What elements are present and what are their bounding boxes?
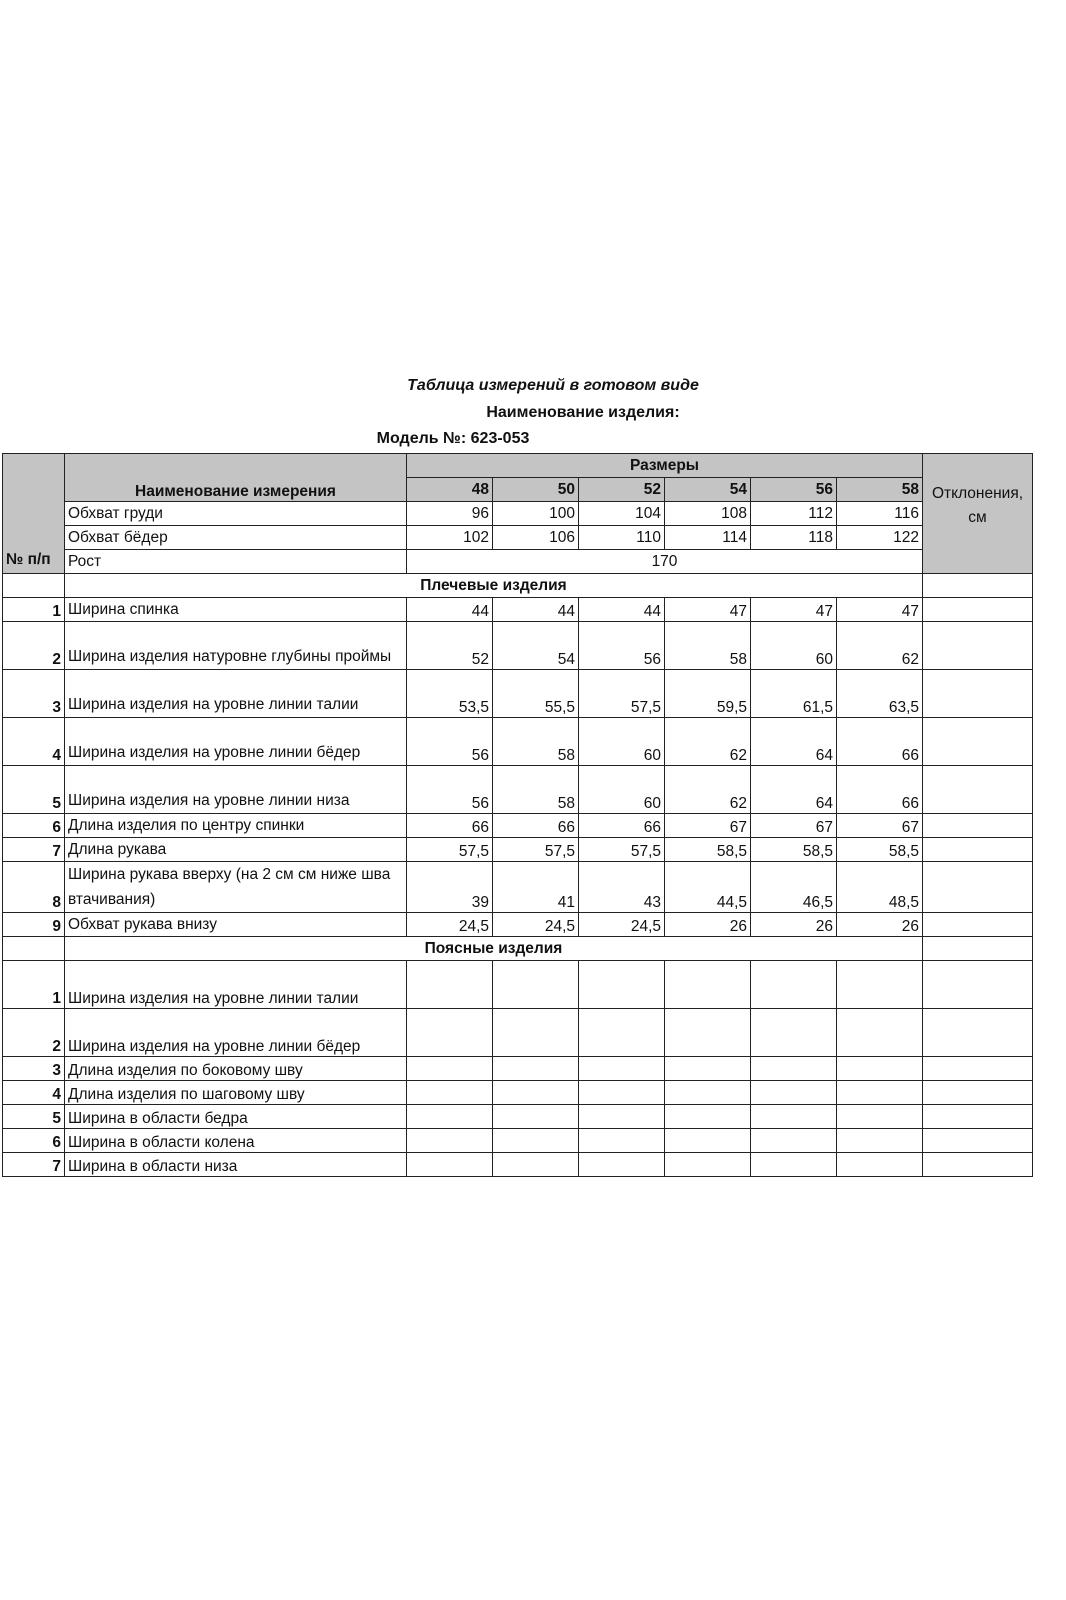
measurement-label: Длина изделия по боковому шву xyxy=(65,1057,407,1081)
table-row xyxy=(3,622,1033,670)
measurement-label: Ширина изделия на уровне линии талии xyxy=(65,961,407,1009)
table-cell: 58,5 xyxy=(751,838,837,862)
table-row xyxy=(3,1009,1033,1057)
table-cell: 56 xyxy=(407,718,493,766)
table-cell xyxy=(579,1153,665,1177)
table-cell: 62 xyxy=(665,766,751,814)
table-cell: 118 xyxy=(751,526,837,550)
row-index: 5 xyxy=(3,1105,65,1129)
table-cell: 44 xyxy=(407,598,493,622)
table-cell: 67 xyxy=(751,814,837,838)
table-cell: 66 xyxy=(837,718,923,766)
table-cell xyxy=(751,961,837,1009)
table-cell xyxy=(407,1129,493,1153)
table-cell: 58,5 xyxy=(665,838,751,862)
table-cell: 44,5 xyxy=(665,862,751,913)
table-cell: 26 xyxy=(837,913,923,937)
section-title: Плечевые изделия xyxy=(65,574,923,598)
table-cell: 110 xyxy=(579,526,665,550)
measurement-label: Ширина изделия на уровне линии бёдер xyxy=(65,718,407,766)
row-index: 2 xyxy=(3,1009,65,1057)
table-cell: 67 xyxy=(837,814,923,838)
deviation-cell xyxy=(923,622,1033,670)
table-cell xyxy=(579,1057,665,1081)
table-cell: 39 xyxy=(407,862,493,913)
table-cell: 67 xyxy=(665,814,751,838)
table-cell xyxy=(923,937,1033,961)
measurement-label: Обхват бёдер xyxy=(65,526,407,550)
row-index: 9 xyxy=(3,913,65,937)
table-cell xyxy=(837,1105,923,1129)
table-cell xyxy=(837,1129,923,1153)
table-row xyxy=(3,766,1033,814)
model-label: Модель №: 623-053 xyxy=(376,430,530,447)
table-cell xyxy=(493,961,579,1009)
table-cell xyxy=(751,1057,837,1081)
table-cell xyxy=(665,1081,751,1105)
table-cell: 44 xyxy=(579,598,665,622)
table-cell: 116 xyxy=(837,502,923,526)
table-row xyxy=(3,670,1033,718)
table-cell xyxy=(407,1153,493,1177)
row-index: 8 xyxy=(3,862,65,913)
measurement-label: Ширина в области колена xyxy=(65,1129,407,1153)
table-cell xyxy=(493,1081,579,1105)
deviation-cell xyxy=(923,718,1033,766)
table-cell: 60 xyxy=(579,766,665,814)
table-row xyxy=(3,1081,1033,1105)
table-cell xyxy=(751,1153,837,1177)
table-cell: 104 xyxy=(579,502,665,526)
row-index: 6 xyxy=(3,1129,65,1153)
deviation-cell xyxy=(923,913,1033,937)
size-header-58: 58 xyxy=(837,478,923,502)
table-cell: 24,5 xyxy=(407,913,493,937)
table-cell xyxy=(579,1009,665,1057)
table-cell: 61,5 xyxy=(751,670,837,718)
row-index: 7 xyxy=(3,838,65,862)
row-index: 4 xyxy=(3,1081,65,1105)
measurement-label: Ширина в области бедра xyxy=(65,1105,407,1129)
size-header-54: 54 xyxy=(665,478,751,502)
size-header-56: 56 xyxy=(751,478,837,502)
measurement-label: Ширина изделия на уровне линии бёдер xyxy=(65,1009,407,1057)
row-index: 5 xyxy=(3,766,65,814)
table-cell xyxy=(407,1105,493,1129)
measurement-label: Длина рукава xyxy=(65,838,407,862)
table-cell xyxy=(751,1129,837,1153)
table-cell: 57,5 xyxy=(407,838,493,862)
table-cell: 57,5 xyxy=(579,670,665,718)
table-cell xyxy=(665,1153,751,1177)
table-row xyxy=(3,1153,1033,1177)
table-cell: 112 xyxy=(751,502,837,526)
table-cell: 64 xyxy=(751,766,837,814)
table-cell: 26 xyxy=(665,913,751,937)
table-cell: 66 xyxy=(579,814,665,838)
table-cell: 47 xyxy=(665,598,751,622)
table-cell xyxy=(493,1153,579,1177)
measurement-label: Ширина рукава вверху (на 2 см см ниже шва втачивания) xyxy=(65,862,407,913)
table-cell xyxy=(579,1105,665,1129)
table-cell xyxy=(3,937,65,961)
table-row xyxy=(3,1129,1033,1153)
table-cell: 60 xyxy=(579,718,665,766)
size-header-48: 48 xyxy=(407,478,493,502)
table-cell xyxy=(837,1057,923,1081)
table-cell: 56 xyxy=(579,622,665,670)
table-cell: 66 xyxy=(493,814,579,838)
table-cell xyxy=(837,1081,923,1105)
table-cell: 54 xyxy=(493,622,579,670)
section-title: Поясные изделия xyxy=(65,937,923,961)
table-cell xyxy=(579,961,665,1009)
table-cell xyxy=(665,1009,751,1057)
name-column-header: Наименование измерения xyxy=(65,454,407,502)
table-cell xyxy=(751,1081,837,1105)
row-index: 1 xyxy=(3,598,65,622)
measurement-label: Рост xyxy=(65,550,407,574)
table-cell xyxy=(493,1057,579,1081)
table-cell: 62 xyxy=(665,718,751,766)
measurement-label: Обхват груди xyxy=(65,502,407,526)
deviation-cell xyxy=(923,1105,1033,1129)
table-body xyxy=(3,454,1033,1177)
table-cell: 58,5 xyxy=(837,838,923,862)
table-cell xyxy=(837,1009,923,1057)
table-cell: 58 xyxy=(665,622,751,670)
table-cell: 53,5 xyxy=(407,670,493,718)
product-name-label: Наименование изделия: xyxy=(486,404,680,421)
table-cell xyxy=(751,1105,837,1129)
table-cell: 114 xyxy=(665,526,751,550)
table-cell: 56 xyxy=(407,766,493,814)
table-cell: 24,5 xyxy=(579,913,665,937)
deviation-cell xyxy=(923,1129,1033,1153)
deviation-cell xyxy=(923,1153,1033,1177)
deviation-header: Отклонения, см xyxy=(923,454,1033,574)
table-cell xyxy=(837,961,923,1009)
row-index: 6 xyxy=(3,814,65,838)
measurement-label: Ширина изделия на уровне линии низа xyxy=(65,766,407,814)
table-cell xyxy=(493,1105,579,1129)
table-cell xyxy=(665,1105,751,1129)
table-cell: 46,5 xyxy=(751,862,837,913)
table-cell: 100 xyxy=(493,502,579,526)
table-cell: 60 xyxy=(751,622,837,670)
row-index: 2 xyxy=(3,622,65,670)
table-cell: 57,5 xyxy=(493,838,579,862)
table-cell: 26 xyxy=(751,913,837,937)
deviation-cell xyxy=(923,838,1033,862)
height-value: 170 xyxy=(407,550,923,574)
row-index: 1 xyxy=(3,961,65,1009)
table-row xyxy=(3,526,1033,550)
table-cell xyxy=(493,1129,579,1153)
size-header-52: 52 xyxy=(579,478,665,502)
table-cell: 66 xyxy=(407,814,493,838)
table-row xyxy=(3,814,1033,838)
table-cell: 52 xyxy=(407,622,493,670)
section-row xyxy=(3,574,1033,598)
table-cell: 47 xyxy=(837,598,923,622)
table-cell xyxy=(493,1009,579,1057)
measurement-label: Ширина изделия натуровне глубины проймы xyxy=(65,622,407,670)
table-cell: 108 xyxy=(665,502,751,526)
table-row xyxy=(3,961,1033,1009)
row-index: 4 xyxy=(3,718,65,766)
table-cell: 63,5 xyxy=(837,670,923,718)
table-row xyxy=(3,598,1033,622)
table-cell: 122 xyxy=(837,526,923,550)
table-row xyxy=(3,862,1033,913)
table-row xyxy=(3,550,1033,574)
table-row xyxy=(3,502,1033,526)
table-cell: 58 xyxy=(493,718,579,766)
table-cell: 59,5 xyxy=(665,670,751,718)
table-cell xyxy=(579,1129,665,1153)
measurement-table xyxy=(2,453,1033,1177)
table-cell xyxy=(407,961,493,1009)
table-cell: 47 xyxy=(751,598,837,622)
deviation-cell xyxy=(923,1081,1033,1105)
deviation-cell xyxy=(923,670,1033,718)
table-row xyxy=(3,1057,1033,1081)
table-cell: 64 xyxy=(751,718,837,766)
measurement-label: Ширина спинка xyxy=(65,598,407,622)
deviation-cell xyxy=(923,766,1033,814)
deviation-cell xyxy=(923,961,1033,1009)
table-cell xyxy=(579,1081,665,1105)
table-cell xyxy=(837,1153,923,1177)
table-cell: 48,5 xyxy=(837,862,923,913)
table-row xyxy=(3,913,1033,937)
table-cell xyxy=(665,1057,751,1081)
measurement-label: Длина изделия по шаговому шву xyxy=(65,1081,407,1105)
row-index: 3 xyxy=(3,1057,65,1081)
table-cell: 102 xyxy=(407,526,493,550)
table-cell xyxy=(665,1129,751,1153)
table-cell: 62 xyxy=(837,622,923,670)
section-row xyxy=(3,937,1033,961)
deviation-cell xyxy=(923,1057,1033,1081)
table-cell: 44 xyxy=(493,598,579,622)
table-cell xyxy=(3,574,65,598)
table-cell: 41 xyxy=(493,862,579,913)
measurement-label: Обхват рукава внизу xyxy=(65,913,407,937)
table-cell: 55,5 xyxy=(493,670,579,718)
measurement-label: Длина изделия по центру спинки xyxy=(65,814,407,838)
table-cell: 57,5 xyxy=(579,838,665,862)
deviation-cell xyxy=(923,598,1033,622)
measurement-label: Ширина в области низа xyxy=(65,1153,407,1177)
deviation-cell xyxy=(923,862,1033,913)
table-row xyxy=(3,838,1033,862)
table-cell: 66 xyxy=(837,766,923,814)
row-index: 7 xyxy=(3,1153,65,1177)
size-header-50: 50 xyxy=(493,478,579,502)
deviation-cell xyxy=(923,814,1033,838)
table-cell: 43 xyxy=(579,862,665,913)
table-cell xyxy=(923,574,1033,598)
table-cell xyxy=(407,1009,493,1057)
table-title: Таблица измерений в готовом виде xyxy=(407,377,699,394)
index-column-header: № п/п xyxy=(3,454,65,574)
measurement-label: Ширина изделия на уровне линии талии xyxy=(65,670,407,718)
table-cell xyxy=(407,1081,493,1105)
table-cell: 24,5 xyxy=(493,913,579,937)
deviation-cell xyxy=(923,1009,1033,1057)
table-row xyxy=(3,1105,1033,1129)
table-row xyxy=(3,718,1033,766)
sizes-header: Размеры xyxy=(407,454,923,478)
table-cell: 106 xyxy=(493,526,579,550)
table-cell: 96 xyxy=(407,502,493,526)
table-cell: 58 xyxy=(493,766,579,814)
table-cell xyxy=(407,1057,493,1081)
table-cell xyxy=(751,1009,837,1057)
table-cell xyxy=(665,961,751,1009)
row-index: 3 xyxy=(3,670,65,718)
